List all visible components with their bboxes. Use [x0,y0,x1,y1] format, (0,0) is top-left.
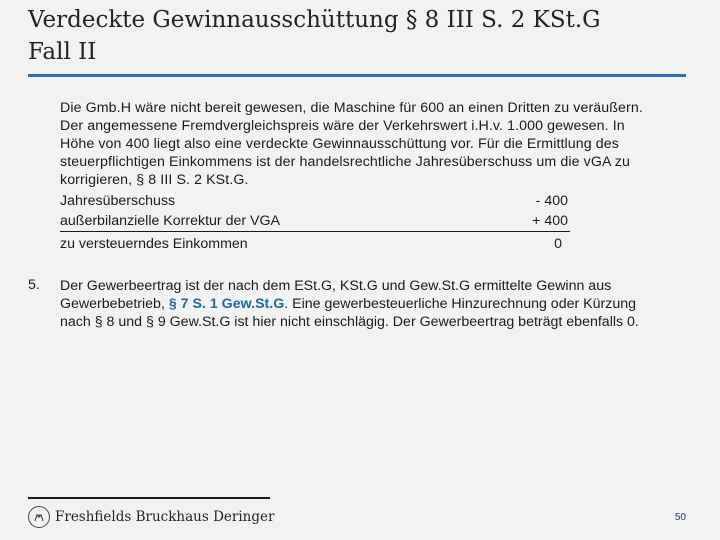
gewstg-link[interactable]: § 7 S. 1 Gew.St.G [168,296,285,312]
calc-value: + 400 [532,213,568,229]
calc-row-einkommen [60,234,570,255]
calc-value: 0 [554,236,562,252]
point-5-text-before: Der Gewerbeertrag ist der nach dem ESt.G, KSt.G und Gew.St.G ermittelte Gewinn aus Gewerbebetrieb, [60,278,612,312]
firm-logo-icon [28,506,50,528]
slide-title [28,4,601,68]
calc-row-korrektur [60,212,570,232]
title-line-2: Fall II [28,39,97,65]
intro-paragraph [60,99,660,189]
calculation-table [60,191,570,255]
calc-label: außerbilanzielle Korrektur der VGA [60,213,281,229]
page-number: 50 [674,512,686,523]
calc-label: zu versteuerndes Einkommen [60,236,248,252]
point-5-text-after: . Eine gewerbesteuerliche Hinzurechnung oder Kürzung nach § 8 und § 9 Gew.St.G ist hier nicht einschlägig. Der Gewerbeertrag beträgt ebenfalls 0. [60,296,639,330]
title-divider [28,74,686,77]
intro-text: Die Gmb.H wäre nicht bereit gewesen, die Maschine für 600 an einen Dritten zu veräußern. Der angemessene Fremdvergleichspreis wäre der Verkehrswert i.H.v. 1.000 gewesen. In Höhe von 400 liegt also eine verdeckte Gewinnausschüttung vor. Für die Ermittlung des steuerpflichtigen Einkommens ist der handelsrechtliche Jahresüberschuss um die vGA zu korrigieren, § 8 III S. 2 KSt.G. [60,100,643,188]
point-5-paragraph [60,277,660,331]
list-number: 5. [28,277,40,293]
firm-logo-text: Freshfields Bruckhaus Deringer [55,509,275,525]
title-line-1: Verdeckte Gewinnausschüttung § 8 III S. 2 KSt.G [28,7,601,33]
calc-row-jahresueberschuss [60,191,570,212]
calc-value: - 400 [535,193,568,209]
calc-label: Jahresüberschuss [60,193,176,209]
footer-divider [28,497,270,499]
